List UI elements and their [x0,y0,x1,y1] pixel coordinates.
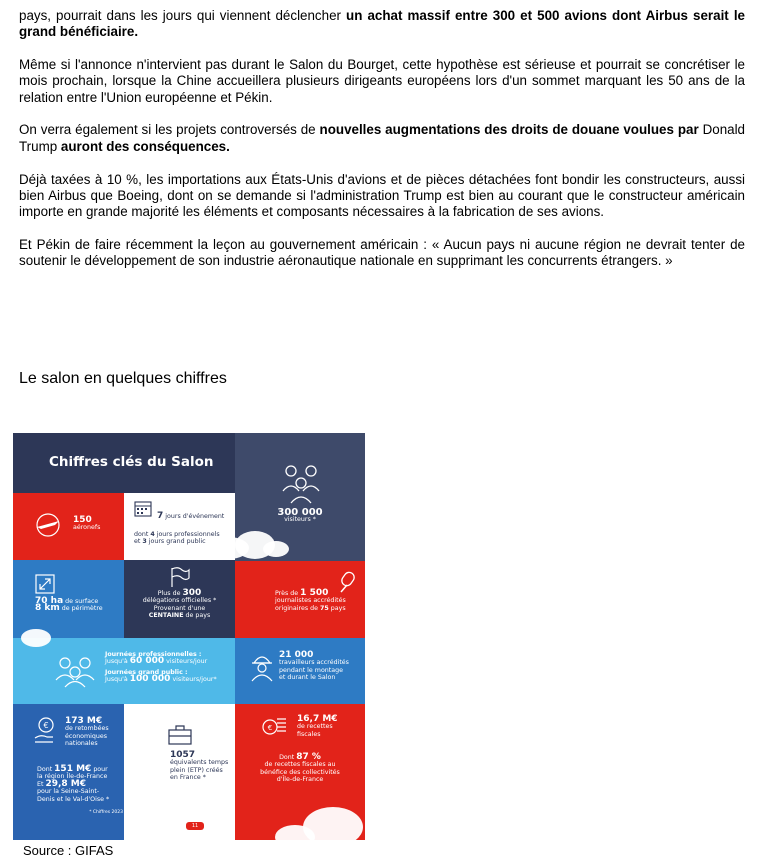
jobs-text: plein (ETP) créés [170,766,223,774]
flag-icon [168,566,190,588]
economic-text: Dont [37,766,55,773]
perimeter-value: 8 km [35,603,60,614]
paragraph [19,57,745,106]
delegations-value: 300 [182,588,202,598]
days-pro-count: 4 [150,531,155,538]
jobs-text: équivalents temps [170,759,229,767]
jobs-text: en France * [170,774,206,782]
svg-text:€: € [43,721,49,730]
days-detail: jours professionnels [154,531,220,538]
economic-text: de retombées [65,725,109,733]
journalists-text: journalistes accrédités [275,597,346,605]
workers-text: travailleurs accrédités [279,659,349,667]
page-number: 11 [186,822,204,830]
journalists-text: pays [328,604,346,612]
tax-text: Dont [279,754,297,761]
svg-text:€: € [267,724,273,732]
pro-days-text: Jusqu'à [105,658,130,666]
delegations-countries: CENTAINE [148,612,184,620]
economic-text: Denis et le Val-d'Oise * [37,795,110,803]
daily-visitors-block [13,638,235,704]
economic-text: pour [91,766,108,773]
paragraph [19,237,745,270]
pro-days-text: visiteurs/jour [164,658,208,666]
paragraph [19,122,745,155]
economic-text: la région Île-de-France [37,773,108,781]
source-caption: Source : GIFAS [23,843,114,858]
group-icon [53,654,97,688]
text-segment: Même si l'annonce n'intervient pas durant le Salon du Bourget, cette hypothèse est sérieuse et pourrait se concrétiser le mois prochain, lorsque la Chine accueillera plusieurs dirigeants européens lors d'un sommet marquant les 50 ans de la relation entre l'Union européenne et Pékin. [19,57,745,105]
economic-value: 173 M€ [65,716,103,726]
journalists-text: Près de [275,590,301,597]
economic-ssd-value: 29,8 M€ [45,778,87,789]
calendar-icon [134,499,152,517]
delegations-text: de pays [183,612,211,620]
public-days-text: visiteurs/jour* [170,676,217,684]
workers-block [235,638,365,704]
bold-text: auront des conséquences. [60,138,230,154]
airplane-icon [33,512,63,538]
section-heading: Le salon en quelques chiffres [19,370,227,387]
tax-text: d'Île-de-France [276,776,324,784]
workers-text: pendant le montage [279,666,343,674]
jobs-block [124,704,235,840]
workers-text: et durant le Salon [279,674,336,682]
paragraph [19,8,745,41]
delegations-text: Provenant d'une [153,604,206,612]
days-detail: dont [134,531,151,538]
public-days-title: Journées grand public : [105,668,188,676]
article-body [19,8,745,286]
tax-text: bénéfice des collectivités [260,768,340,776]
people-icon [277,461,325,505]
delegations-text: délégations officielles * [142,597,217,605]
journalists-text: originaires de [275,604,321,612]
paragraph [19,172,745,221]
economic-block [13,704,124,840]
bold-text: un achat massif entre 300 et 500 avions dont Airbus serait le grand bénéficiaire. [19,8,745,40]
journalists-value: 1 500 [300,588,329,598]
visitors-value: 300 000 [277,507,323,518]
surface-block [13,560,124,638]
worker-helmet-icon [249,652,275,682]
delegations-block [124,560,235,638]
delegations-text: Plus de [157,590,183,597]
tax-value: 16,7 M€ [297,714,338,724]
text-segment: pays, pourrait dans les jours qui viennent déclencher [19,8,347,23]
text-segment: Déjà taxées à 10 %, les importations aux États-Unis d'avions et de pièces détachées font bondir les constructeurs, aussi bien Airbus que Boeing, dont on se demande si l'administration Trump est bien au courant que le constructeur américain importe en grande majorité les éléments et composants nécessaires à la fabrication de ses avions. [19,171,745,220]
pro-days-value: 60 000 [129,656,165,667]
perimeter-label: de périmètre [59,605,103,613]
tax-idf-percent: 87 % [296,752,321,762]
days-public-count: 3 [142,538,147,546]
infographic-title: Chiffres clés du Salon [49,454,214,470]
journalists-block [235,564,365,638]
surface-label: de surface [63,598,99,605]
economic-text: pour la Seine-Saint- [37,788,100,796]
coins-icon [261,714,287,738]
economic-footnote: * Chiffres 2023 [89,810,123,816]
tax-text: de recettes fiscales au [264,761,336,769]
surface-value: 70 ha [35,596,64,606]
tax-text: fiscales [297,730,321,738]
economic-text: économiques [65,732,108,740]
aircraft-label: aéronefs [73,524,101,532]
workers-value: 21 000 [279,650,314,660]
days-detail: et [134,538,143,546]
days-label: jours d'événement [165,513,225,520]
euro-hand-icon [33,716,59,744]
economic-idf-value: 151 M€ [54,764,92,774]
aircraft-value: 150 [73,515,92,525]
infographic [13,433,365,840]
journalists-countries: 75 [320,604,329,612]
aircraft-block [13,493,124,560]
bold-text: nouvelles augmentations des droits de douane voulues par [319,122,699,138]
expand-icon [35,574,55,594]
text-segment: Et Pékin de faire récemment la leçon au gouvernement américain : « Aucun pays ni aucune région ne devrait tenter de soutenir le développement de son industrie aéronautique nationale en supprimant les concurrents étrangers. » [19,236,745,269]
public-days-value: 100 000 [129,674,171,685]
jobs-value: 1057 [170,750,196,760]
briefcase-icon [168,724,192,746]
text-segment: On verra également si les projets controversés de [19,122,320,138]
text-segment: Donald Trump [19,122,746,154]
economic-text: nationales [65,740,98,748]
visitors-label: visiteurs * [284,516,316,524]
public-days-text: Jusqu'à [105,676,130,684]
pro-days-title: Journées professionnelles : [105,651,202,658]
days-value: 7 [157,511,164,521]
economic-text: Et [37,780,46,788]
infographic-title-block [13,433,235,493]
tax-text: de recettes [297,723,333,731]
days-detail: jours grand public [146,538,206,546]
